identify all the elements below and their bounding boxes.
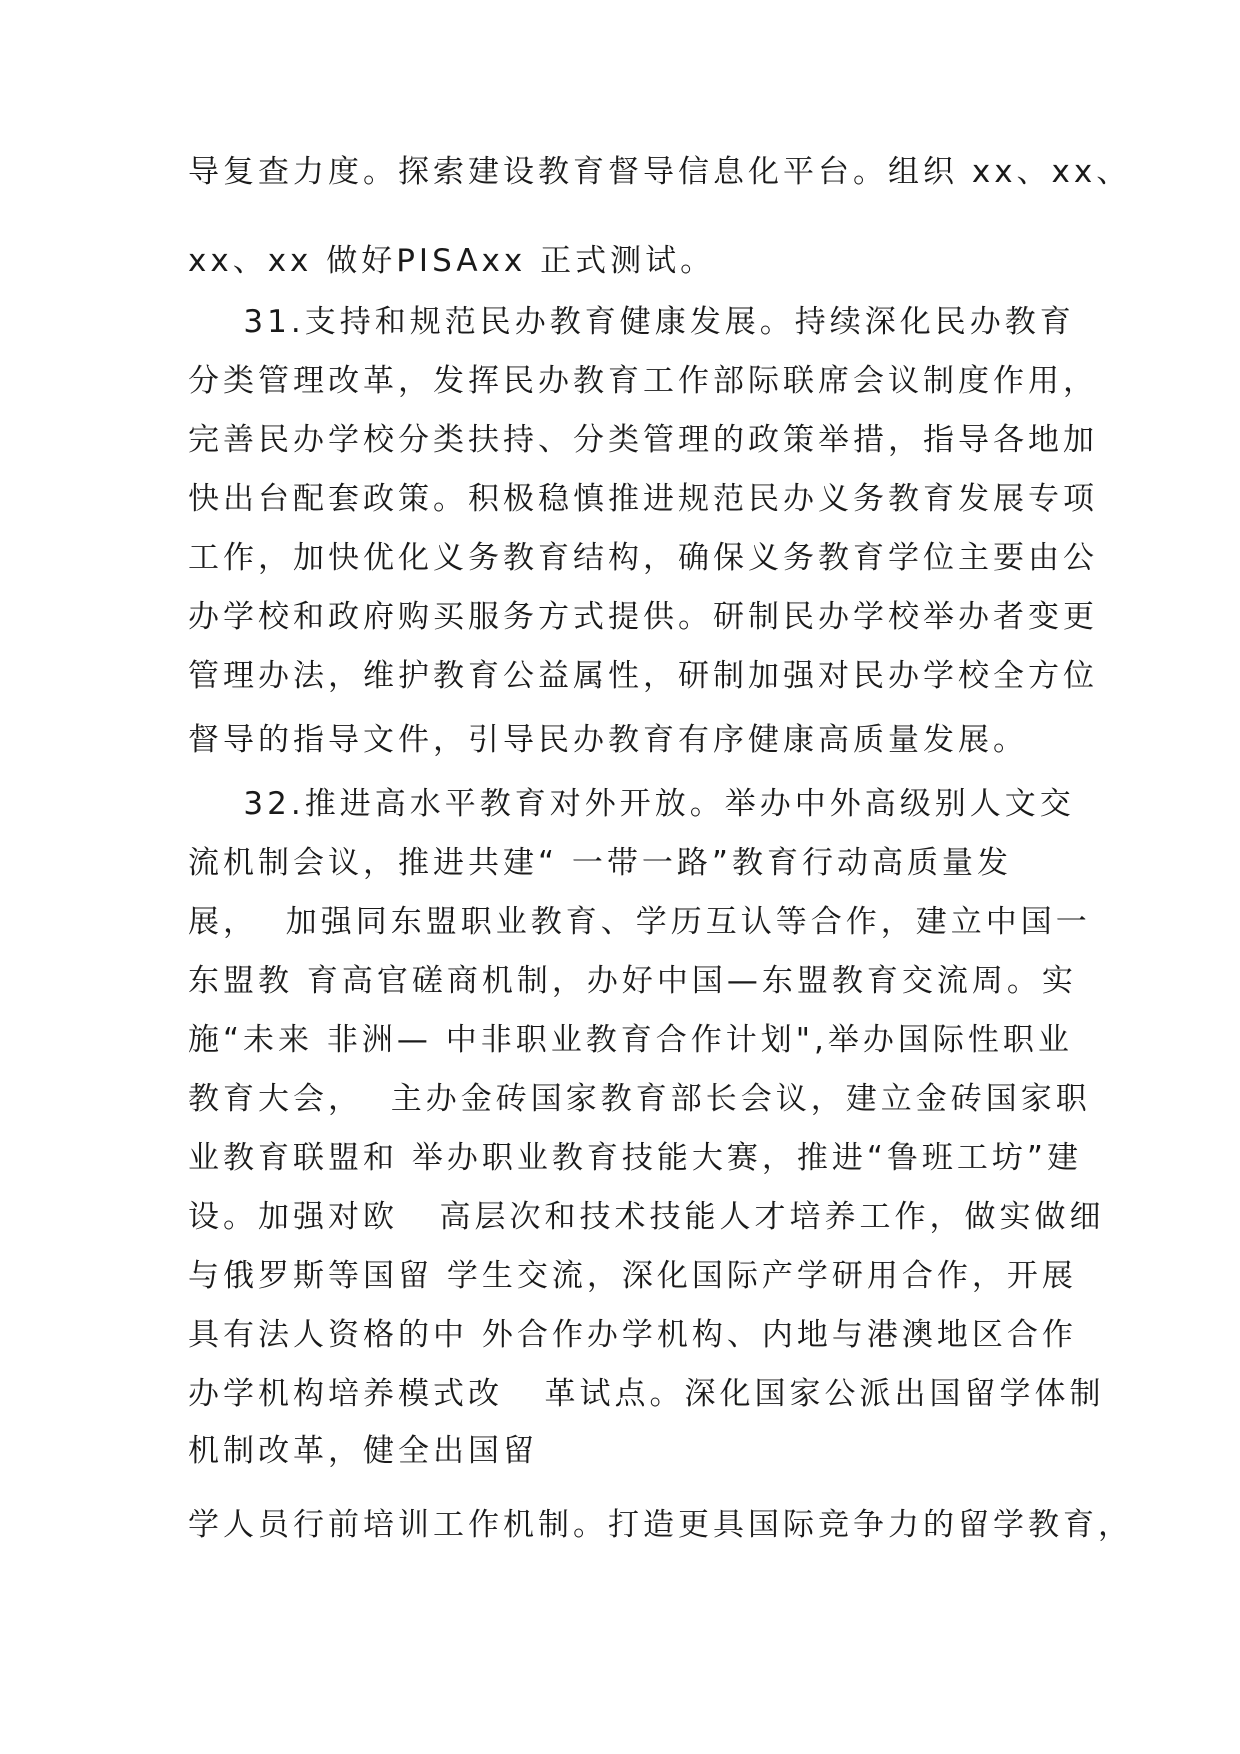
text-line: 施“未来 非洲— 中非职业教育合作计划",举办国际性职业 <box>188 1022 1073 1058</box>
text-line: 办学校和政府购买服务方式提供。研制民办学校举办者变更 <box>188 599 1098 635</box>
text-line: 机制改革，健全出国留 <box>188 1433 538 1469</box>
text-line: 办学机构培养模式改 革试点。深化国家公派出国留学体制 <box>188 1376 1105 1412</box>
text-line: 与俄罗斯等国留 学生交流，深化国际产学研用合作，开展 <box>188 1258 1077 1294</box>
text-line: 快出台配套政策。积极稳慎推进规范民办义务教育发展专项 <box>188 481 1098 517</box>
text-line: 督导的指导文件，引导民办教育有序健康高质量发展。 <box>188 722 1028 758</box>
text-line: 32.推进高水平教育对外开放。举办中外高级别人文交 <box>188 786 1075 822</box>
text-line: 业教育联盟和 举办职业教育技能大赛，推进“鲁班工坊”建 <box>188 1140 1082 1176</box>
text-line: 31.支持和规范民办教育健康发展。持续深化民办教育 <box>188 304 1075 340</box>
text-line: 分类管理改革，发挥民办教育工作部际联席会议制度作用， <box>188 363 1098 399</box>
text-line: 东盟教 育高官磋商机制，办好中国—东盟教育交流周。实 <box>188 963 1077 999</box>
text-line: 学人员行前培训工作机制。打造更具国际竞争力的留学教育， <box>188 1507 1133 1543</box>
text-line: 具有法人资格的中 外合作办学机构、内地与港澳地区合作 <box>188 1317 1077 1353</box>
text-line: 流机制会议，推进共建“ 一带一路”教育行动高质量发 <box>188 845 1012 881</box>
text-line: 完善民办学校分类扶持、分类管理的政策举措，指导各地加 <box>188 422 1098 458</box>
text-line: 管理办法，维护教育公益属性，研制加强对民办学校全方位 <box>188 658 1098 694</box>
text-line: 工作，加快优化义务教育结构，确保义务教育学位主要由公 <box>188 540 1098 576</box>
text-line: xx、xx 做好PISAxx 正式测试。 <box>188 243 716 279</box>
text-line: 教育大会， 主办金砖国家教育部长会议，建立金砖国家职 <box>188 1081 1091 1117</box>
text-line: 展， 加强同东盟职业教育、学历互认等合作，建立中国一 <box>188 904 1091 940</box>
text-line: 设。加强对欧 高层次和技术技能人才培养工作，做实做细 <box>188 1199 1105 1235</box>
text-line: 导复查力度。探索建设教育督导信息化平台。组织 xx、xx、 <box>188 154 1132 190</box>
